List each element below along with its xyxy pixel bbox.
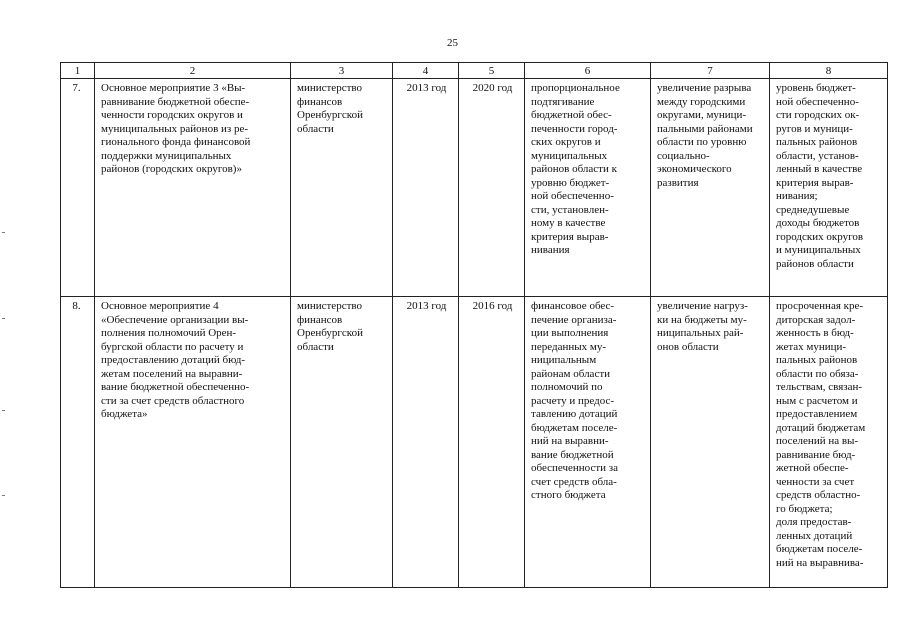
column-header: 5	[459, 63, 525, 79]
column-header: 8	[770, 63, 888, 79]
column-header: 6	[525, 63, 651, 79]
margin-mark	[2, 318, 5, 319]
executor: министерство финансов Оренбургской области	[291, 79, 393, 297]
end-year: 2016 год	[459, 297, 525, 588]
related-indicators: просроченная кре- диторская задол- женность в бюд- жетах муници- пальных районов области по обяза- тельствам, связан- ным с расчетом и предоставлением дотаций бюджетам поселений на вы- равнивание бюд- жетной обеспе- ченности за счет средств областно- го бюджета; доля предостав- ленных дотаций бюджетам поселе- ний на выравнива-	[770, 297, 888, 588]
margin-mark	[2, 495, 5, 496]
column-header: 1	[61, 63, 95, 79]
column-number-row	[61, 63, 888, 79]
column-header: 2	[95, 63, 291, 79]
margin-mark	[2, 232, 5, 233]
event-name: Основное мероприятие 3 «Вы- равнивание бюджетной обеспе- ченности городских округов и муниципальных районов из ре- гионального фонда финансовой поддержки муниципальных районов (городских округов)»	[95, 79, 291, 297]
measures-table	[60, 62, 888, 588]
start-year: 2013 год	[393, 79, 459, 297]
related-indicators: уровень бюджет- ной обеспеченно- сти городских ок- ругов и муници- пальных районов области, установ- ленный в качестве критерия вырав- нивания; среднедушевые доходы бюджетов городских округов и муниципальных районов области	[770, 79, 888, 297]
event-name: Основное мероприятие 4 «Обеспечение организации вы- полнения полномочий Орен- бургской области по расчету и предоставлению дотаций бюд- жетам поселений на выравни- вание бюджетной обеспеченно- сти за счет средств областного бюджета»	[95, 297, 291, 588]
non-implementation-consequences: увеличение разрыва между городскими округами, муници- пальными районами области по уровню социально- экономического развития	[651, 79, 770, 297]
start-year: 2013 год	[393, 297, 459, 588]
end-year: 2020 год	[459, 79, 525, 297]
row-number: 8.	[61, 297, 95, 588]
column-header: 3	[291, 63, 393, 79]
expected-result: пропорциональное подтягивание бюджетной обес- печенности город- ских округов и муниципальных районов области к уровню бюджет- ной обеспеченно- сти, установлен- ному в качестве критерия вырав- нивания	[525, 79, 651, 297]
column-header: 4	[393, 63, 459, 79]
row-number: 7.	[61, 79, 95, 297]
page-number: 25	[447, 37, 458, 49]
non-implementation-consequences: увеличение нагруз- ки на бюджеты му- ниципальных рай- онов области	[651, 297, 770, 588]
table-row	[61, 297, 888, 588]
margin-mark	[2, 410, 5, 411]
executor: министерство финансов Оренбургской области	[291, 297, 393, 588]
expected-result: финансовое обес- печение организа- ции выполнения переданных му- ниципальным районам области полномочий по расчету и предос- тавлению дотаций бюджетам поселе- ний на выравни- вание бюджетной обеспеченности за счет средств обла- стного бюджета	[525, 297, 651, 588]
column-header: 7	[651, 63, 770, 79]
table-row	[61, 79, 888, 297]
